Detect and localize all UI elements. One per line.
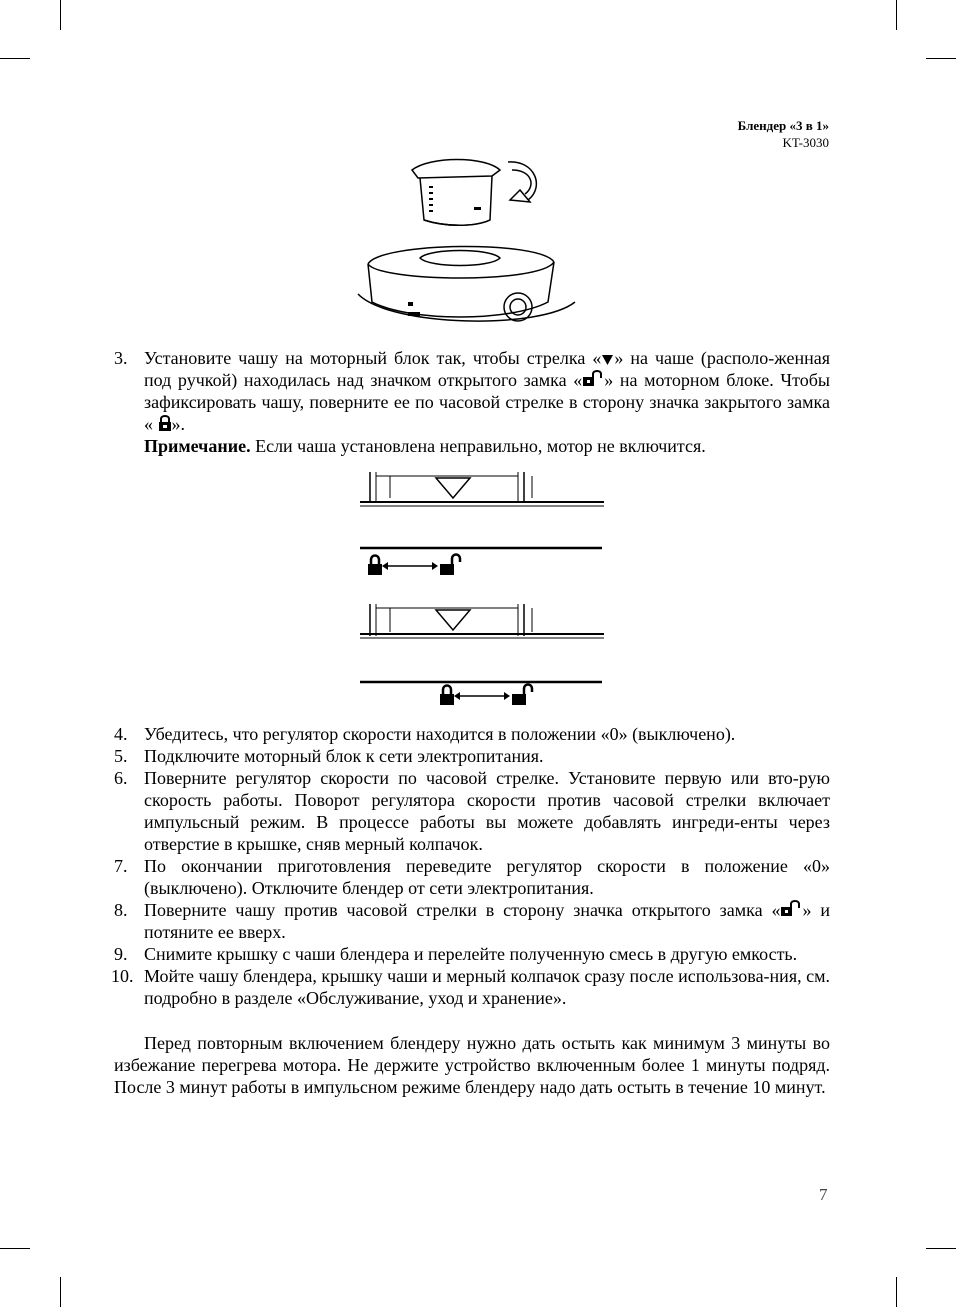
list-item <box>114 899 830 943</box>
crop-mark <box>60 1277 61 1307</box>
step-text: Снимите крышку с чаши блендера и перелейте полученную смесь в другую емкость. <box>144 944 798 964</box>
header-model: KT-3030 <box>782 135 829 150</box>
arrow-down-triangle-icon <box>601 353 614 366</box>
instruction-list-step-3 <box>114 347 830 457</box>
item-number: 7. <box>114 856 128 876</box>
unlocked-padlock-icon <box>582 370 604 388</box>
list-item <box>114 943 830 965</box>
note <box>144 435 830 457</box>
step-3-text-d: ». <box>171 414 185 434</box>
list-item <box>111 965 830 1009</box>
lock-alignment-diagram <box>356 466 606 716</box>
item-number: 6. <box>114 768 128 788</box>
item-number: 9. <box>114 944 128 964</box>
crop-mark <box>0 58 30 59</box>
instruction-list-steps-4-10 <box>111 723 830 1009</box>
crop-mark <box>60 0 61 30</box>
step-8-text-b: » и потяните ее вверх. <box>144 900 830 942</box>
note-label: Примечание. <box>144 436 251 456</box>
header-title: Блендер «3 в 1» <box>737 118 829 133</box>
step-text: Убедитесь, что регулятор скорости находится в положении «0» (выключено). <box>144 724 736 744</box>
crop-mark <box>926 58 956 59</box>
item-number: 3. <box>114 348 128 368</box>
step-3-text-a: Установите чашу на моторный блок так, чтобы стрелка « <box>144 348 602 368</box>
item-number: 8. <box>114 900 128 920</box>
crop-mark <box>896 0 897 30</box>
list-item <box>114 347 830 457</box>
step-text: Подключите моторный блок к сети электропитания. <box>144 746 544 766</box>
list-item <box>114 745 830 767</box>
step-text: Поверните регулятор скорости по часовой стрелке. Установите первую или вто-рую скорость работы. Поворот регулятора скорости против часовой стрелки включает импульсный режим. В процессе работы вы можете добавлять ингреди-енты через отверстие в крышке, сняв мерный колпачок. <box>144 768 830 854</box>
note-text: Если чаша установлена неправильно, мотор не включится. <box>250 436 706 456</box>
page-number: 7 <box>819 1185 828 1204</box>
step-3-text-b: » на чаше (располо-женная под ручкой) находилась над значком открытого замка « <box>144 348 830 390</box>
step-text: Мойте чашу блендера, крышку чаши и мерный колпачок сразу после использова-ния, см. подробно в разделе «Обслуживание, уход и хранение». <box>144 966 830 1008</box>
item-number: 10. <box>111 966 134 986</box>
list-item <box>114 855 830 899</box>
item-number: 5. <box>114 746 128 766</box>
blender-assembly-illustration <box>350 152 590 337</box>
crop-mark <box>926 1248 956 1249</box>
step-8-text-a: Поверните чашу против часовой стрелки в сторону значка открытого замка « <box>144 900 781 920</box>
step-text: По окончании приготовления переведите регулятор скорости в положение «0» (выключено). Отключите блендер от сети электропитания. <box>144 856 830 898</box>
list-item <box>114 767 830 855</box>
cooling-paragraph: Перед повторным включением блендеру нужно дать остыть как минимум 3 минуты во избежание перегрева мотора. Не держите устройство включенным более 1 минуты подряд. После 3 минут работы в импульсном режиме блендеру надо дать остыть в течение 10 минут. <box>114 1033 830 1097</box>
unlocked-padlock-icon <box>780 900 802 918</box>
locked-padlock-icon <box>158 415 172 432</box>
crop-mark <box>0 1248 30 1249</box>
crop-mark <box>896 1277 897 1307</box>
item-number: 4. <box>114 724 128 744</box>
list-item <box>114 723 830 745</box>
step-3-text-c: » на моторном блоке. Чтобы зафиксировать чашу, поверните ее по часовой стрелке в сторону значка закрытого замка « <box>144 370 830 434</box>
